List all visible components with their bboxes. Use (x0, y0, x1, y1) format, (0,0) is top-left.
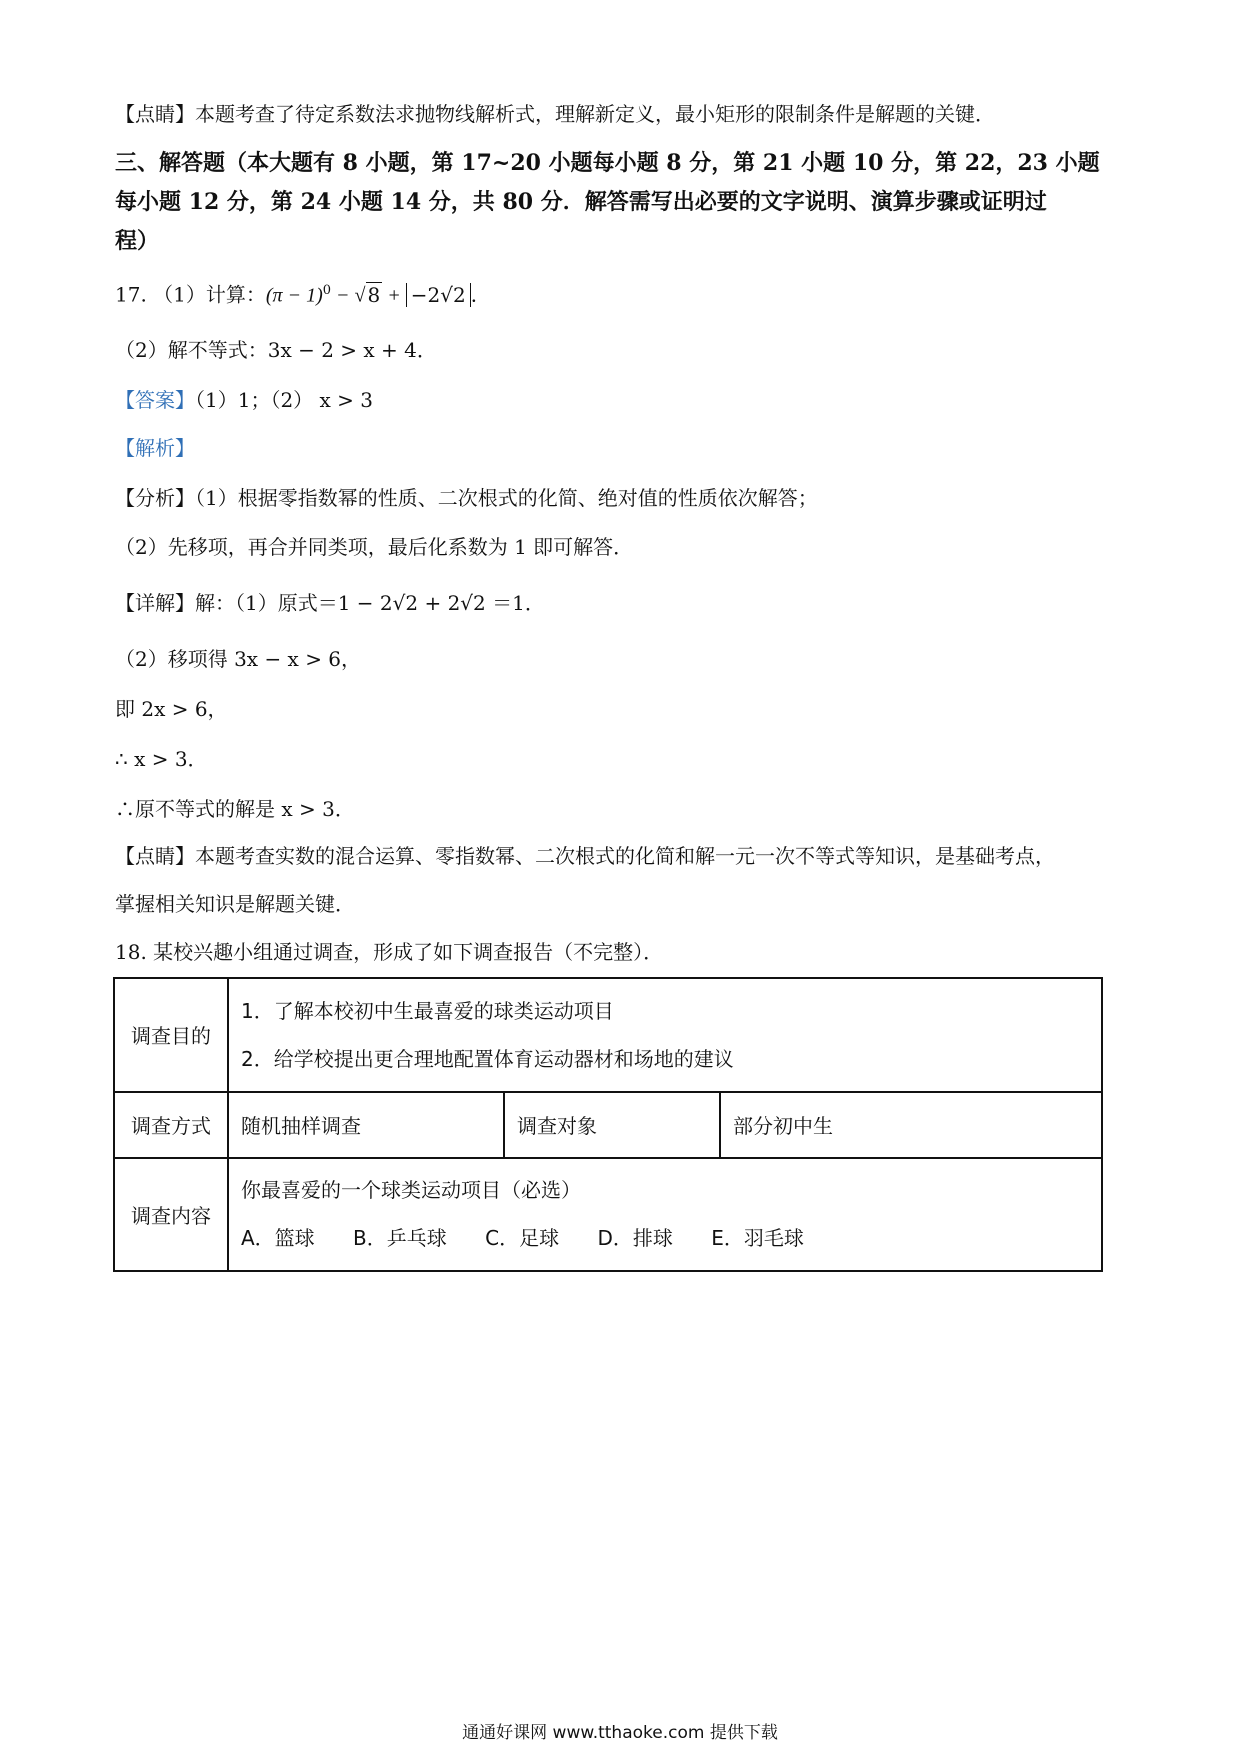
q17-part2: （2）解不等式：3x − 2 > x + 4． (115, 338, 437, 362)
content-question: 你最喜爱的一个球类运动项目（必选） (241, 1178, 581, 1203)
detail-line5: ∴原不等式的解是 x > 3． (115, 797, 355, 821)
section-heading-line2: 每小题 12 分，第 24 小题 14 分，共 80 分．解答需写出必要的文字说明、演算步骤或证明过 (115, 189, 1047, 215)
survey-report-table (113, 977, 1103, 1272)
q17-part1-end: ． (470, 282, 491, 307)
q17-absolute-value: −2√2 (406, 283, 471, 307)
table-row-method (114, 1092, 1102, 1158)
page-footer: 通通好课网 www.tthaoke.com 提供下载 (462, 1723, 778, 1743)
detail-line2: （2）移项得 3x − x > 6， (115, 647, 362, 671)
table-row-content (114, 1158, 1102, 1272)
purpose-cell (228, 978, 1102, 1092)
option-b: B．乒乓球 (353, 1226, 447, 1251)
dianjing-note-q16: 【点睛】本题考查了待定系数法求抛物线解析式，理解新定义，最小矩形的限制条件是解题的关键． (115, 102, 995, 126)
content-options (241, 1214, 1089, 1262)
detail-line3: 即 2x > 6， (115, 697, 228, 721)
jiexi-tag: 【解析】 (115, 436, 195, 460)
q17-exponent: 0 (322, 283, 332, 298)
option-d: D．排球 (597, 1226, 673, 1251)
detail-line1: 【详解】解：（1）原式＝1 − 2√2 + 2√2 ＝1． (115, 591, 545, 615)
analysis-line1: 【分析】（1）根据零指数幂的性质、二次根式的化简、绝对值的性质依次解答； (115, 486, 818, 510)
q17-expr-c: + (382, 284, 406, 307)
analysis-line2: （2）先移项，再合并同类项，最后化系数为 1 即可解答． (115, 535, 634, 559)
dianjing-line1: 【点睛】本题考查实数的混合运算、零指数幂、二次根式的化简和解一元一次不等式等知识，是基础考点， (115, 844, 1055, 868)
object-label: 调查对象 (504, 1092, 720, 1158)
q17-expr-b: − √ (331, 284, 366, 307)
purpose-label: 调查目的 (114, 978, 228, 1092)
section-heading-line3: 程） (115, 228, 160, 254)
section-heading-line1: 三、解答题（本大题有 8 小题，第 17~20 小题每小题 8 分，第 21 小题 10 分，第 22，23 小题 (115, 150, 1100, 176)
q18-stem: 18. 某校兴趣小组通过调查，形成了如下调查报告（不完整）． (115, 940, 664, 964)
option-e: E．羽毛球 (711, 1226, 804, 1251)
content-cell (228, 1158, 1102, 1272)
object-value: 部分初中生 (720, 1092, 1102, 1158)
content-label: 调查内容 (114, 1158, 228, 1272)
option-a: A．篮球 (241, 1226, 315, 1251)
q17-part1-prefix: 17. （1）计算： (115, 282, 266, 307)
method-value: 随机抽样调查 (228, 1092, 504, 1158)
detail-line4: ∴ x > 3． (115, 747, 208, 771)
dianjing-line2: 掌握相关知识是解题关键． (115, 892, 355, 916)
answer-text: （1）1；（2） x > 3 (195, 388, 374, 412)
q17-part1 (115, 277, 491, 310)
method-label: 调查方式 (114, 1092, 228, 1158)
answer-tag: 【答案】 (115, 388, 195, 412)
q17-answer (115, 386, 373, 414)
option-c: C．足球 (485, 1226, 560, 1251)
table-row-purpose (114, 978, 1102, 1092)
purpose-item-1: 1．了解本校初中生最喜爱的球类运动项目 (241, 998, 614, 1023)
purpose-item-2: 2．给学校提出更合理地配置体育运动器材和场地的建议 (241, 1046, 734, 1071)
q17-radicand: 8 (367, 282, 381, 307)
q17-expr-a: (π − 1) (265, 284, 323, 307)
